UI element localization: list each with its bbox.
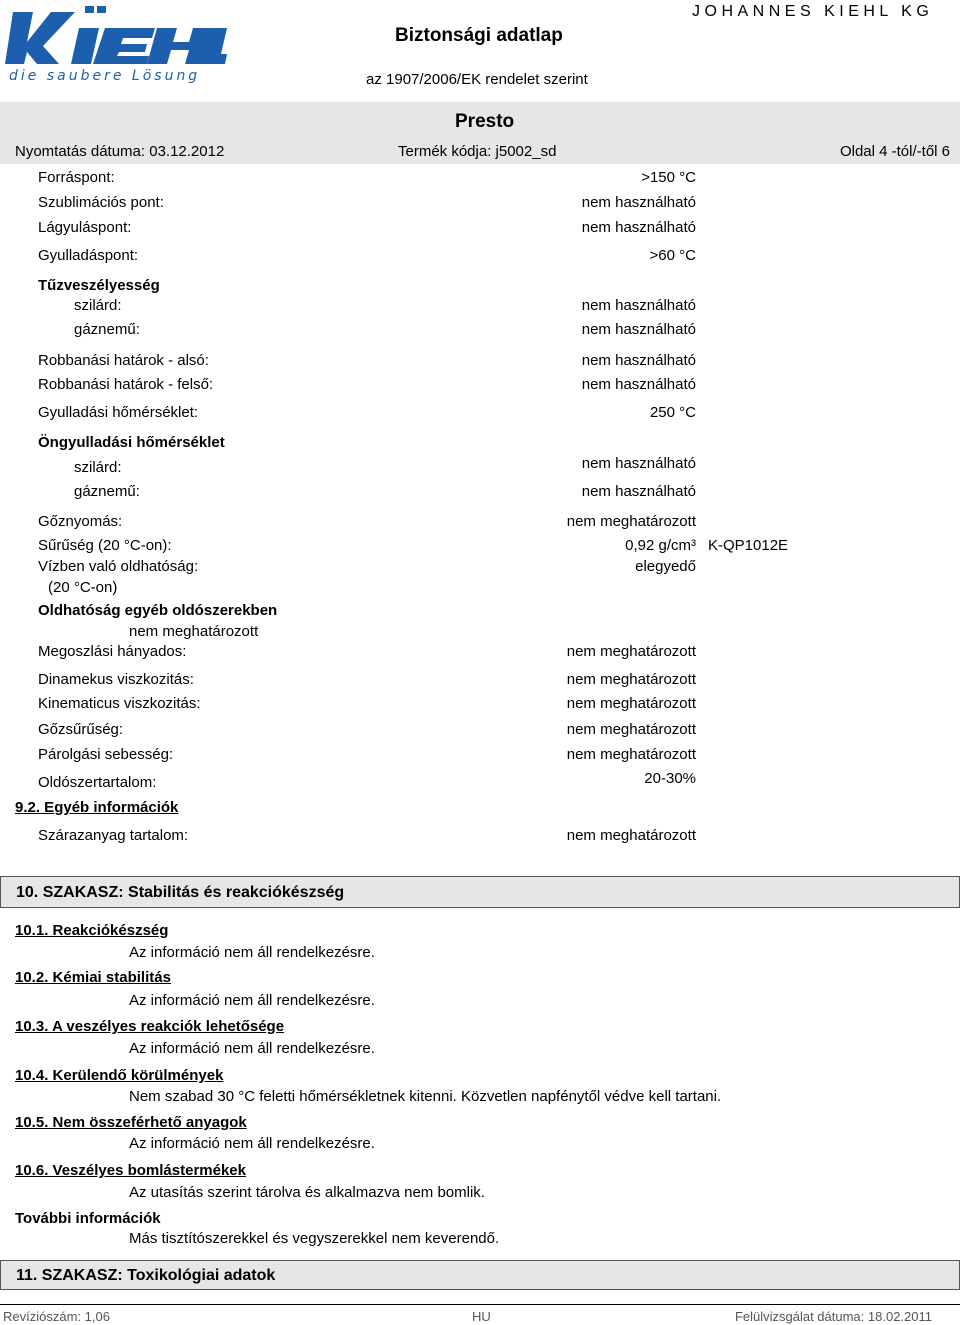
document-title: Biztonsági adatlap	[395, 25, 563, 46]
section-10-1-text: Az információ nem áll rendelkezésre.	[129, 944, 375, 961]
self-ignition-heading: Öngyulladási hőmérséklet	[38, 434, 225, 451]
section-10-1-title: 10.1. Reakciókészség	[15, 922, 169, 939]
vapour-pressure-value: nem meghatározott	[566, 513, 696, 530]
section-10-6-text: Az utasítás szerint tárolva és alkalmazva nem bomlik.	[129, 1184, 485, 1201]
regulation-reference: az 1907/2006/EK rendelet szerint	[366, 71, 588, 88]
explosion-lower-value: nem használható	[581, 352, 696, 369]
kiehl-logo	[5, 2, 227, 84]
vapour-pressure-label: Gőznyomás:	[38, 513, 123, 530]
review-date: Felülvizsgálat dátuma: 18.02.2011	[734, 1309, 932, 1324]
section-10-6-title: 10.6. Veszélyes bomlástermékek	[15, 1162, 246, 1179]
ignition-temp-label: Gyulladási hőmérséklet:	[38, 404, 199, 421]
footer-divider	[0, 1304, 960, 1305]
self-ignition-gas-label: gáznemű:	[74, 483, 140, 500]
company-name: JOHANNES KIEHL KG	[692, 3, 934, 20]
ignition-temp-value: 250 °C	[649, 404, 696, 421]
section-10-4-text: Nem szabad 30 °C feletti hőmérsékletnek kitenni. Közvetlen napfénytől védve kell tartani.	[129, 1088, 722, 1105]
density-method: K-QP1012E	[708, 537, 789, 554]
sublimation-point-value: nem használható	[581, 194, 696, 211]
section-10-5-title: 10.5. Nem összeférhető anyagok	[15, 1114, 247, 1131]
flash-point-value: >60 °C	[649, 247, 696, 264]
flammability-gas-label: gáznemű:	[74, 321, 140, 338]
kinematic-viscosity-value: nem meghatározott	[566, 695, 696, 712]
solvent-content-value: 20-30%	[644, 770, 696, 787]
product-code: Termék kódja: j5002_sd	[398, 143, 557, 160]
evaporation-rate-label: Párolgási sebesség:	[38, 746, 174, 763]
explosion-lower-label: Robbanási határok - alsó:	[38, 352, 209, 369]
logo-tagline: die saubere Lösung	[9, 68, 201, 84]
boiling-point-value: >150 °C	[641, 169, 696, 186]
density-value: 0,92 g/cm³	[625, 537, 696, 554]
page-number: Oldal 4 -tól/-től 6	[839, 143, 950, 160]
vapour-density-value: nem meghatározott	[566, 721, 696, 738]
section-10-2-title: 10.2. Kémiai stabilitás	[15, 969, 171, 986]
revision-number: Revíziószám: 1,06	[3, 1309, 110, 1324]
evaporation-rate-value: nem meghatározott	[566, 746, 696, 763]
section-10-title: 10. SZAKASZ: Stabilitás és reakciókészség	[16, 884, 345, 901]
section-10-3-text: Az információ nem áll rendelkezésre.	[129, 1040, 375, 1057]
flammability-solid-label: szilárd:	[74, 297, 122, 314]
solvent-solubility-value: nem meghatározott	[129, 623, 259, 640]
explosion-upper-label: Robbanási határok - felső:	[38, 376, 214, 393]
section-11-title: 11. SZAKASZ: Toxikológiai adatok	[16, 1267, 276, 1284]
flammability-solid-value: nem használható	[581, 297, 696, 314]
water-solubility-value: elegyedő	[635, 558, 696, 575]
water-solubility-label: Vízben való oldhatóság:	[38, 558, 199, 575]
dynamic-viscosity-label: Dinamekus viszkozitás:	[38, 671, 194, 688]
density-label: Sűrűség (20 °C-on):	[38, 537, 172, 554]
self-ignition-gas-value: nem használható	[581, 483, 696, 500]
flammability-gas-value: nem használható	[581, 321, 696, 338]
solvent-content-label: Oldószertartalom:	[38, 774, 157, 791]
section-10-2-text: Az információ nem áll rendelkezésre.	[129, 992, 375, 1009]
section-10-4-title: 10.4. Kerülendő körülmények	[15, 1067, 224, 1084]
dry-matter-value: nem meghatározott	[566, 827, 696, 844]
print-date: Nyomtatás dátuma: 03.12.2012	[15, 143, 225, 160]
section-10-5-text: Az információ nem áll rendelkezésre.	[129, 1135, 375, 1152]
product-name: Presto	[455, 111, 515, 132]
section-10-3-title: 10.3. A veszélyes reakciók lehetősége	[15, 1018, 285, 1035]
further-info-title: További információk	[15, 1210, 161, 1227]
softening-point-label: Lágyuláspont:	[38, 219, 132, 236]
further-info-text: Más tisztítószerekkel és vegyszerekkel nem keverendő.	[129, 1230, 500, 1247]
boiling-point-label: Forráspont:	[38, 169, 115, 186]
section-10-bar	[0, 876, 960, 908]
sublimation-point-label: Szublimációs pont:	[38, 194, 164, 211]
vapour-density-label: Gőzsűrűség:	[38, 721, 124, 738]
partition-coefficient-value: nem meghatározott	[566, 643, 696, 660]
language-code: HU	[472, 1309, 491, 1324]
explosion-upper-value: nem használható	[581, 376, 696, 393]
other-info-heading: 9.2. Egyéb információk	[15, 799, 179, 816]
partition-coefficient-label: Megoszlási hányados:	[38, 643, 187, 660]
flammability-heading: Tűzveszélyesség	[38, 277, 160, 294]
dynamic-viscosity-value: nem meghatározott	[566, 671, 696, 688]
softening-point-value: nem használható	[581, 219, 696, 236]
solvent-solubility-heading: Oldhatóság egyéb oldószerekben	[38, 602, 278, 619]
self-ignition-solid-value: nem használható	[581, 455, 696, 472]
kinematic-viscosity-label: Kinematicus viszkozitás:	[38, 695, 201, 712]
water-solubility-temp: (20 °C-on)	[48, 579, 118, 596]
dry-matter-label: Szárazanyag tartalom:	[38, 827, 189, 844]
flash-point-label: Gyulladáspont:	[38, 247, 139, 264]
section-11-bar	[0, 1260, 960, 1290]
self-ignition-solid-label: szilárd:	[74, 459, 122, 476]
